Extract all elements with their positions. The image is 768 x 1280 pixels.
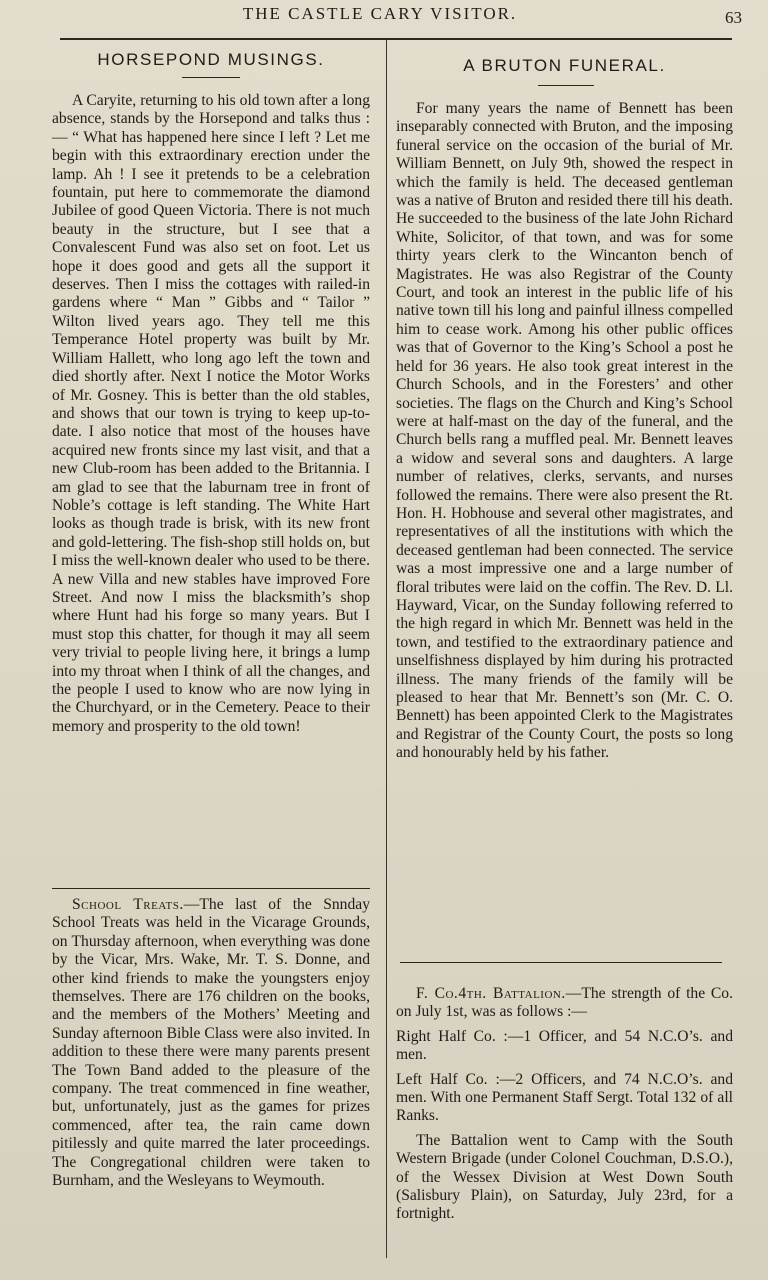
school-treats-body: —The last of the Snnday School Treats was held in the Vicarage Grounds, on Thursday afternoon, when everything was done by the Vicar, Mrs. Wake, Mr. T. S. Donne, and other kind friends to make the youngsters enjoy themselves. There are 176 children on the books, and the members of the Mothers’ Meeting and Sunday afternoon Bible Class were also invited. In addition to these there were many parents present The Town Band added to the pleasure of the company. The treat commenced in fine weather, but, unfortunately, just as the games for prizes commenced, after tea, the rain came down pitilessly and quite marred the later proceedings. The Congregational children were taken to Burnham, and the Wesleyans to Weymouth. xyxy=(52,896,370,1190)
left-half-company: Left Half Co. :—2 Officers, and 74 N.C.O’s. and men. With one Permanent Staff Sergt. Total 132 of all Ranks. xyxy=(396,1070,733,1125)
page-number: 63 xyxy=(725,8,742,27)
battalion-intro: —The strength of the Co. on July 1st, was as follows :— xyxy=(396,985,734,1021)
top-rule xyxy=(60,38,732,40)
horsepond-paragraph: A Caryite, returning to his old town after a long absence, stands by the Horsepond and talks thus :— “ What has happened here since I left ? Let me begin with this extraordinary erection under the lamp. Ah ! I see it pretends to be a celebration fountain, put here to commemorate the diamond Jubilee of good Queen Victoria. There is not much beauty in the structure, but I see that a Convalescent Fund was also set on foot. Let us hope it does good and gets all the support it deserves. Then I miss the cottages with railed-in gardens where “ Man ” Gibbs and “ Tailor ” Wilton lived years ago. They tell me this Temperance Hotel property was built by Mr. William Hallett, who long ago left the town and died shortly after. Next I notice the Motor Works of Mr. Gosney. This is better than the old stables, and shows that our town is trying to keep up-to-date. I also notice that most of the houses have acquired new fronts since my last visit, and that a new Club-room has been added to the Britannia. I am glad to see that the laburnam tree in front of Noble’s cottage is left standing. The White Hart looks as though trade is brisk, with its new front and gold-lettering. The fish-shop still holds on, but I miss the well-known dealer who used to be there. A new Villa and new stables have improved Fore Street. And now I miss the blacksmith’s shop where Hunt had his forge so many years. But I must stop this chatter, for though it may all seem very trivial to people living here, it brings a lump into my throat when I think of all the changes, and the people I used to know who are now lying in the Churchyard, or in the Cemetery. Peace to their memory and prosperity to the old town! xyxy=(52,92,370,735)
heading-rule xyxy=(182,77,240,78)
horsepond-heading: HORSEPOND MUSINGS. xyxy=(97,50,325,69)
section-separator xyxy=(400,962,722,963)
battalion-article xyxy=(396,985,733,1230)
school-treats-lead: School Treats. xyxy=(72,896,184,913)
bruton-article xyxy=(396,100,733,763)
school-treats-article xyxy=(52,896,370,1191)
horsepond-article xyxy=(52,92,370,736)
bruton-paragraph: For many years the name of Bennett has been inseparably connected with Bruton, and the imposing funeral service on the occasion of the burial of Mr. William Bennett, on July 9th, showed the respect in which the family is held. The deceased gentleman was a native of Bruton and resided there till his death. He succeeded to the business of the late John Richard White, Solicitor, of that town, and was for some thirty years clerk to the Wincanton bench of Magistrates. He was also Registrar of the County Court, and took an interest in the public life of his native town till his long and painful illness compelled him to cease work. Among his other public offices was that of Governor to the King’s School a post he held for 36 years. He also took great interest in the Church Schools, and in the Foresters’ and other societies. The flags on the Church and King’s School were at half-mast on the day of the funeral, and the Church bells rang a muffled peal. Mr. Bennett leaves a widow and several sons and daughters. A large number of relatives, clerks, servants, and nurses followed the remains. There were also present the Rt. Hon. H. Hobhouse and several other magistrates, and representatives of all the institutions with which the deceased gentleman had been connected. The service was a most impressive one and a large number of floral tributes were laid on the coffin. The Rev. D. Ll. Hayward, Vicar, on the Sunday following referred to the high regard in which Mr. Bennett was held in the town, and testified to the extraordinary patience and unselfishness displayed by him during his protracted illness. The many friends of the family will be pleased to hear that Mr. Bennett’s son (Mr. C. O. Bennett) has been appointed Clerk to the Magistrates and Registrar of the County Court, the posts so long and honourably held by his father. xyxy=(396,100,733,762)
column-divider xyxy=(386,40,387,1258)
camp-paragraph: The Battalion went to Camp with the South Western Brigade (under Colonel Couchman, D.S.O.), of the Wessex Division at West Down South (Salisbury Plain), on Saturday, July 23rd, for a fortnight. xyxy=(396,1131,733,1223)
right-half-company: Right Half Co. :—1 Officer, and 54 N.C.O’s. and men. xyxy=(396,1027,733,1064)
battalion-lead: F. Co.4th. Battalion. xyxy=(416,985,566,1002)
section-separator xyxy=(52,888,370,889)
bruton-heading: A BRUTON FUNERAL. xyxy=(463,56,666,75)
heading-rule xyxy=(538,85,594,86)
running-title: THE CASTLE CARY VISITOR. xyxy=(242,4,518,23)
